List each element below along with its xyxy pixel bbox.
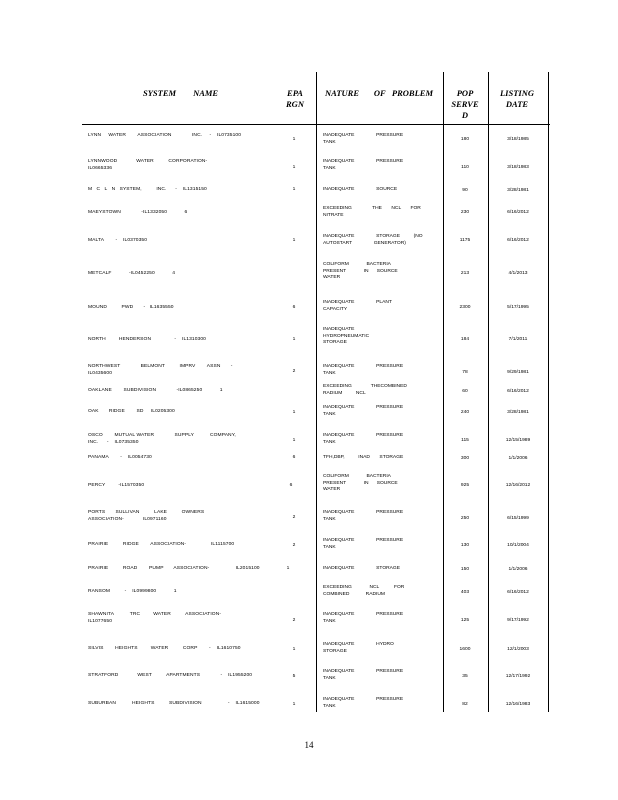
nature-of-problem-cell: INADEQUATE HYDROPNEUMATIC STORAGE xyxy=(323,327,370,346)
population-served-cell: 90 xyxy=(462,188,468,193)
header-system-name: SYSTEM NAME xyxy=(143,88,219,98)
epa-region-cell: 1 xyxy=(292,410,296,415)
listing-date-cell: 12/1/2003 xyxy=(507,647,529,652)
system-name-cell: RANSOM - IL0999800 1 xyxy=(88,589,177,594)
nature-of-problem-cell: INADEQUATE PRESSURE TANK xyxy=(323,433,404,445)
system-name-cell: OAK RIDGE SD IL0205300 xyxy=(88,409,175,414)
listing-date-cell: 6/16/2012 xyxy=(507,210,529,215)
population-served-cell: 78 xyxy=(462,370,468,375)
nature-of-problem-cell: INADEQUATE PRESSURE TANK xyxy=(323,612,404,624)
nature-of-problem-cell: INADEQUATE PRESSURE TANK xyxy=(323,510,404,522)
listing-date-cell: 9/17/1992 xyxy=(507,618,529,623)
nature-of-problem-cell: INADEQUATE PRESSURE TANK xyxy=(323,159,404,171)
population-served-cell: 925 xyxy=(460,483,470,488)
listing-date-cell: 12/16/2012 xyxy=(505,483,531,488)
system-name-cell: OAKLANE SUBDIVISION -IL0865250 1 xyxy=(88,388,223,393)
page-number: 14 xyxy=(304,740,314,750)
listing-date-cell: 3/18/1983 xyxy=(507,165,529,170)
system-name-cell: STRATFORD WEST APARTMENTS - IL1955200 xyxy=(88,673,253,678)
system-name-cell: PRAIRIE ROAD PUMP ASSOCIATION- IL2015100 xyxy=(88,566,260,571)
epa-region-cell: 1 xyxy=(292,187,296,192)
population-served-cell: 35 xyxy=(462,674,468,679)
listing-date-cell: 1/1/2006 xyxy=(508,456,528,461)
system-name-cell: NORTHWEST BELMONT IMPRV ASSN - IL0435600 xyxy=(88,364,233,376)
epa-region-cell: 1 xyxy=(292,165,296,170)
system-name-cell: MAEYSTOWN -IL1332050 6 xyxy=(88,210,188,215)
epa-region-cell: 2 xyxy=(292,618,296,623)
listing-date-cell: 6/16/2012 xyxy=(507,238,529,243)
epa-region-cell: 1 xyxy=(292,438,296,443)
listing-date-cell: 12/15/1989 xyxy=(505,438,531,443)
system-name-cell: PRAIRIE RIDGE ASSOCIATION- IL1115700 xyxy=(88,542,235,547)
listing-date-cell: 10/1/2004 xyxy=(507,543,529,548)
epa-region-cell: 2 xyxy=(292,543,296,548)
nature-of-problem-cell: INADEQUATE PRESSURE TANK xyxy=(323,133,404,145)
listing-date-cell: 6/15/1999 xyxy=(507,516,529,521)
nature-of-problem-cell: INADEQUATE SOURCE xyxy=(323,187,398,192)
nature-of-problem-cell: INADEQUATE PRESSURE TANK xyxy=(323,364,404,376)
column-divider-rgn-nature xyxy=(316,72,317,712)
population-served-cell: 2300 xyxy=(459,305,471,310)
header-d-label: D xyxy=(461,110,469,120)
epa-region-cell: 1 xyxy=(286,566,290,571)
nature-of-problem-cell: COLIFORM BACTERIA PRESENT IN SOURCE WATER xyxy=(323,262,398,281)
listing-date-cell: 1/1/2006 xyxy=(508,567,528,572)
column-divider-nature-pop xyxy=(443,72,444,712)
population-served-cell: 130 xyxy=(460,543,470,548)
system-name-cell: NORTH HENDERSON - IL1310300 xyxy=(88,337,206,342)
population-served-cell: 300 xyxy=(460,456,470,461)
system-name-cell: METCALF -IL0452250 4 xyxy=(88,271,176,276)
population-served-cell: 184 xyxy=(460,337,470,342)
nature-of-problem-cell: INADEQUATE PRESSURE TANK xyxy=(323,538,404,550)
column-divider-pop-date xyxy=(488,72,489,712)
system-name-cell: LYNNWOOD WATER CORPORATION- IL0665336 xyxy=(88,159,208,171)
header-serve-label: SERVE xyxy=(451,99,479,109)
population-served-cell: 230 xyxy=(460,210,470,215)
system-name-cell: M C L N SYSTEM, INC. - IL1315150 xyxy=(88,187,207,192)
column-divider-right-edge xyxy=(548,72,549,712)
system-name-cell: MALTA - IL0370350 xyxy=(88,238,148,243)
system-name-cell: LYNN WATER ASSOCIATION INC. - IL0735100 xyxy=(88,133,242,138)
listing-date-cell: 3/28/1981 xyxy=(507,410,529,415)
population-served-cell: 240 xyxy=(460,410,470,415)
header-listing-date xyxy=(495,88,539,110)
population-served-cell: 115 xyxy=(461,438,469,443)
population-served-cell: 1600 xyxy=(459,647,471,652)
nature-of-problem-cell: INADEQUATE PRESSURE TANK xyxy=(323,669,404,681)
nature-of-problem-cell: EXCEEDING THECOMBINED RADIUM NCL xyxy=(323,384,407,396)
header-rgn-label: RGN xyxy=(286,99,304,109)
population-served-cell: 250 xyxy=(460,516,470,521)
header-listing-label: LISTING xyxy=(499,88,534,98)
system-name-cell: SILVIS HEIGHTS WATER CORP - IL1610750 xyxy=(88,646,241,651)
header-pop-served xyxy=(448,88,482,121)
epa-region-cell: 5 xyxy=(292,674,296,679)
header-pop-label: POP xyxy=(456,88,474,98)
header-date-label: DATE xyxy=(505,99,529,109)
system-name-cell: PORTS SULLIVAN LAKE OWNERS ASSOCIATION- IL0971160 xyxy=(88,510,205,522)
system-name-cell: OSCO MUTUAL WATER SUPPLY COMPANY, INC. - IL0735350 xyxy=(88,433,236,445)
nature-of-problem-cell: INADEQUATE HYDRO STORAGE xyxy=(323,642,394,654)
nature-of-problem-cell: INADEQUATE PLANT CAPACITY xyxy=(323,300,392,312)
listing-date-cell: 6/16/2012 xyxy=(507,590,529,595)
population-served-cell: 125 xyxy=(460,618,470,623)
population-served-cell: 82 xyxy=(462,702,468,707)
system-name-cell: MOUND PWD - IL1635550 xyxy=(88,305,174,310)
listing-date-cell: 3/18/1985 xyxy=(507,137,529,142)
header-epa-label: EPA xyxy=(287,88,303,98)
population-served-cell: 110 xyxy=(461,165,469,170)
epa-region-cell: 1 xyxy=(292,702,296,707)
population-served-cell: 213 xyxy=(460,271,470,276)
system-name-cell: SUBURBAN HEIGHTS SUBDIVISION - IL1615000 xyxy=(88,701,260,706)
listing-date-cell: 12/16/1983 xyxy=(505,702,531,707)
epa-region-cell: 1 xyxy=(292,137,296,142)
system-name-cell: SHAWNITA TRC WATER ASSOCIATION- IL1077650 xyxy=(88,612,222,624)
nature-of-problem-cell: COLIFORM BACTERIA PRESENT IN SOURCE WATER xyxy=(323,474,398,493)
nature-of-problem-cell: INADEQUATE STORAGE xyxy=(323,566,400,571)
epa-region-cell: 2 xyxy=(292,515,296,520)
nature-of-problem-cell: INADEQUATE STORAGE (NO AUTOSTART GENERATOR) xyxy=(323,234,423,246)
listing-date-cell: 6/16/2012 xyxy=(507,389,529,394)
header-nature-of-problem: NATURE OF PROBLEM xyxy=(325,88,434,98)
population-served-cell: 403 xyxy=(460,590,470,595)
nature-of-problem-cell: TFH,DBP, INAD STORAGE xyxy=(323,455,404,460)
epa-region-cell: 6 xyxy=(292,305,296,310)
nature-of-problem-cell: INADEQUATE PRESSURE TANK xyxy=(323,697,404,709)
system-name-cell: PERCY -IL1570350 xyxy=(88,483,145,488)
nature-of-problem-cell: EXCEEDING THE NCL FOR NITRATE xyxy=(323,206,421,218)
population-served-cell: 60 xyxy=(462,389,468,394)
population-served-cell: 1175 xyxy=(459,238,471,243)
population-served-cell: 180 xyxy=(460,137,470,142)
listing-date-cell: 12/17/1992 xyxy=(505,674,531,679)
epa-region-cell: 2 xyxy=(292,369,296,374)
listing-date-cell: 3/28/1981 xyxy=(507,188,529,193)
header-epa-rgn xyxy=(284,88,306,110)
listing-date-cell: 4/1/2013 xyxy=(508,271,528,276)
epa-region-cell: 1 xyxy=(292,647,296,652)
epa-region-cell: 6 xyxy=(292,455,296,460)
listing-date-cell: 5/17/1995 xyxy=(507,305,529,310)
epa-region-cell: 1 xyxy=(292,337,296,342)
listing-date-cell: 9/29/1981 xyxy=(507,370,529,375)
listing-date-cell: 7/1/2011 xyxy=(508,337,528,342)
nature-of-problem-cell: EXCEEDING NCL FOR COMBINED RADIUM xyxy=(323,585,405,597)
epa-region-cell: 6 xyxy=(289,483,293,488)
epa-region-cell: 1 xyxy=(292,238,296,243)
nature-of-problem-cell: INADEQUATE PRESSURE TANK xyxy=(323,405,404,417)
system-name-cell: PANAMA - IL0054730 xyxy=(88,455,152,460)
population-served-cell: 150 xyxy=(460,567,470,572)
